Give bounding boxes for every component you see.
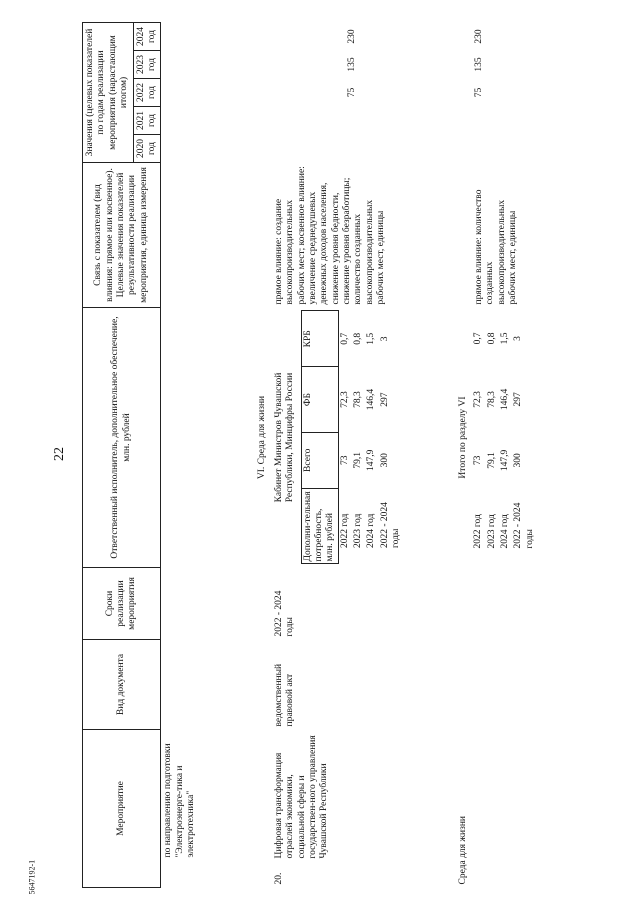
row-period: 2022 - 2024 годы: [273, 590, 296, 637]
row-event: Цифровая трансформация отраслей экономики, социальной сферы и государствен-ного управления Чувашской Республики: [273, 735, 330, 859]
total-row: 2022 год 73 72,3 0,7: [473, 332, 484, 549]
value-2023: 135: [346, 57, 357, 72]
value-2022: 75: [346, 87, 357, 98]
total-label: Среда для жизни: [457, 816, 468, 885]
section-title: VI. Среда для жизни: [257, 395, 268, 480]
sub-header: Всего: [301, 432, 338, 488]
total-link-text: прямое влияние: количество созданных высокопроизводительных рабочих мест, единицы: [473, 189, 518, 305]
sub-header: КРБ: [301, 311, 338, 367]
total-value-2024: 230: [473, 29, 484, 44]
sub-header: Дополни-тельная потребность, млн. рублей: [301, 488, 338, 564]
row-link-text: прямое влияние: создание высокопроизводительных рабочих мест; косвенное влияние: увеличение среднедушевых денежных доходов населения, снижение уровня бедности, снижение уровня безработицы; количество созданных высокопроизводительных рабочих мест, единицы: [273, 166, 387, 305]
row-doc-type: ведомственный правовой акт: [273, 663, 296, 727]
rotated-page: [82, 23, 640, 888]
header-year: 2022 год: [133, 79, 161, 107]
program-table: [82, 22, 539, 888]
header-period: Сроки реализации мероприятия: [83, 568, 161, 640]
row-executor: Кабинет Министров Чувашской Республики, Минцифры России: [273, 372, 296, 503]
table-row-total: [456, 22, 539, 887]
total-subtable: [472, 311, 537, 565]
continuation-text: по направлению подготовки "Электроэнерге-тика и электротехника": [163, 743, 197, 858]
header-year: 2020 год: [133, 135, 161, 163]
funding-subtable: [301, 311, 404, 565]
sub-header: ФБ: [301, 367, 338, 433]
funding-row: 2022 - 2024 годы 300 297 3: [379, 336, 402, 548]
header-event: Мероприятие: [83, 730, 161, 888]
funding-row: 2023 год 79,1 78,3 0,8: [353, 332, 364, 548]
total-value-2023: 135: [473, 57, 484, 72]
header-executor: Ответственный исполнитель, дополнительное обеспечение, млн. рублей: [83, 308, 161, 568]
total-row: 2023 год 79,1 78,3 0,8: [486, 332, 497, 549]
total-title: Итого по разделу VI: [457, 396, 468, 479]
funding-row: 2022 год 73 72,3 0,7: [339, 332, 350, 548]
header-values-group: Значения (целевых показателей по годам реализации мероприятия (нарастающим итогом): [83, 22, 134, 162]
total-row: 2024 год 147,9 146,4 1,5: [499, 332, 510, 549]
document-code: 5647192-1: [27, 859, 37, 895]
funding-row: 2024 год 147,9 146,4 1,5: [366, 332, 377, 548]
value-2024: 230: [346, 29, 357, 44]
header-year: 2023 год: [133, 51, 161, 79]
header-doc-type: Вид документа: [83, 640, 161, 730]
page-number: 22: [52, 447, 67, 461]
total-value-2022: 75: [473, 87, 484, 98]
row-number: 20.: [273, 872, 284, 885]
table-row: [272, 22, 456, 887]
header-link: Связь с показателем (вид влияния: прямое или косвенное). Целевые значения показателей результативности реализации мероприятия, единица измерения: [83, 163, 161, 308]
header-year: 2024 год: [133, 22, 161, 50]
header-year: 2021 год: [133, 107, 161, 135]
total-row: 2022 - 2024 годы 300 297 3: [513, 336, 535, 549]
